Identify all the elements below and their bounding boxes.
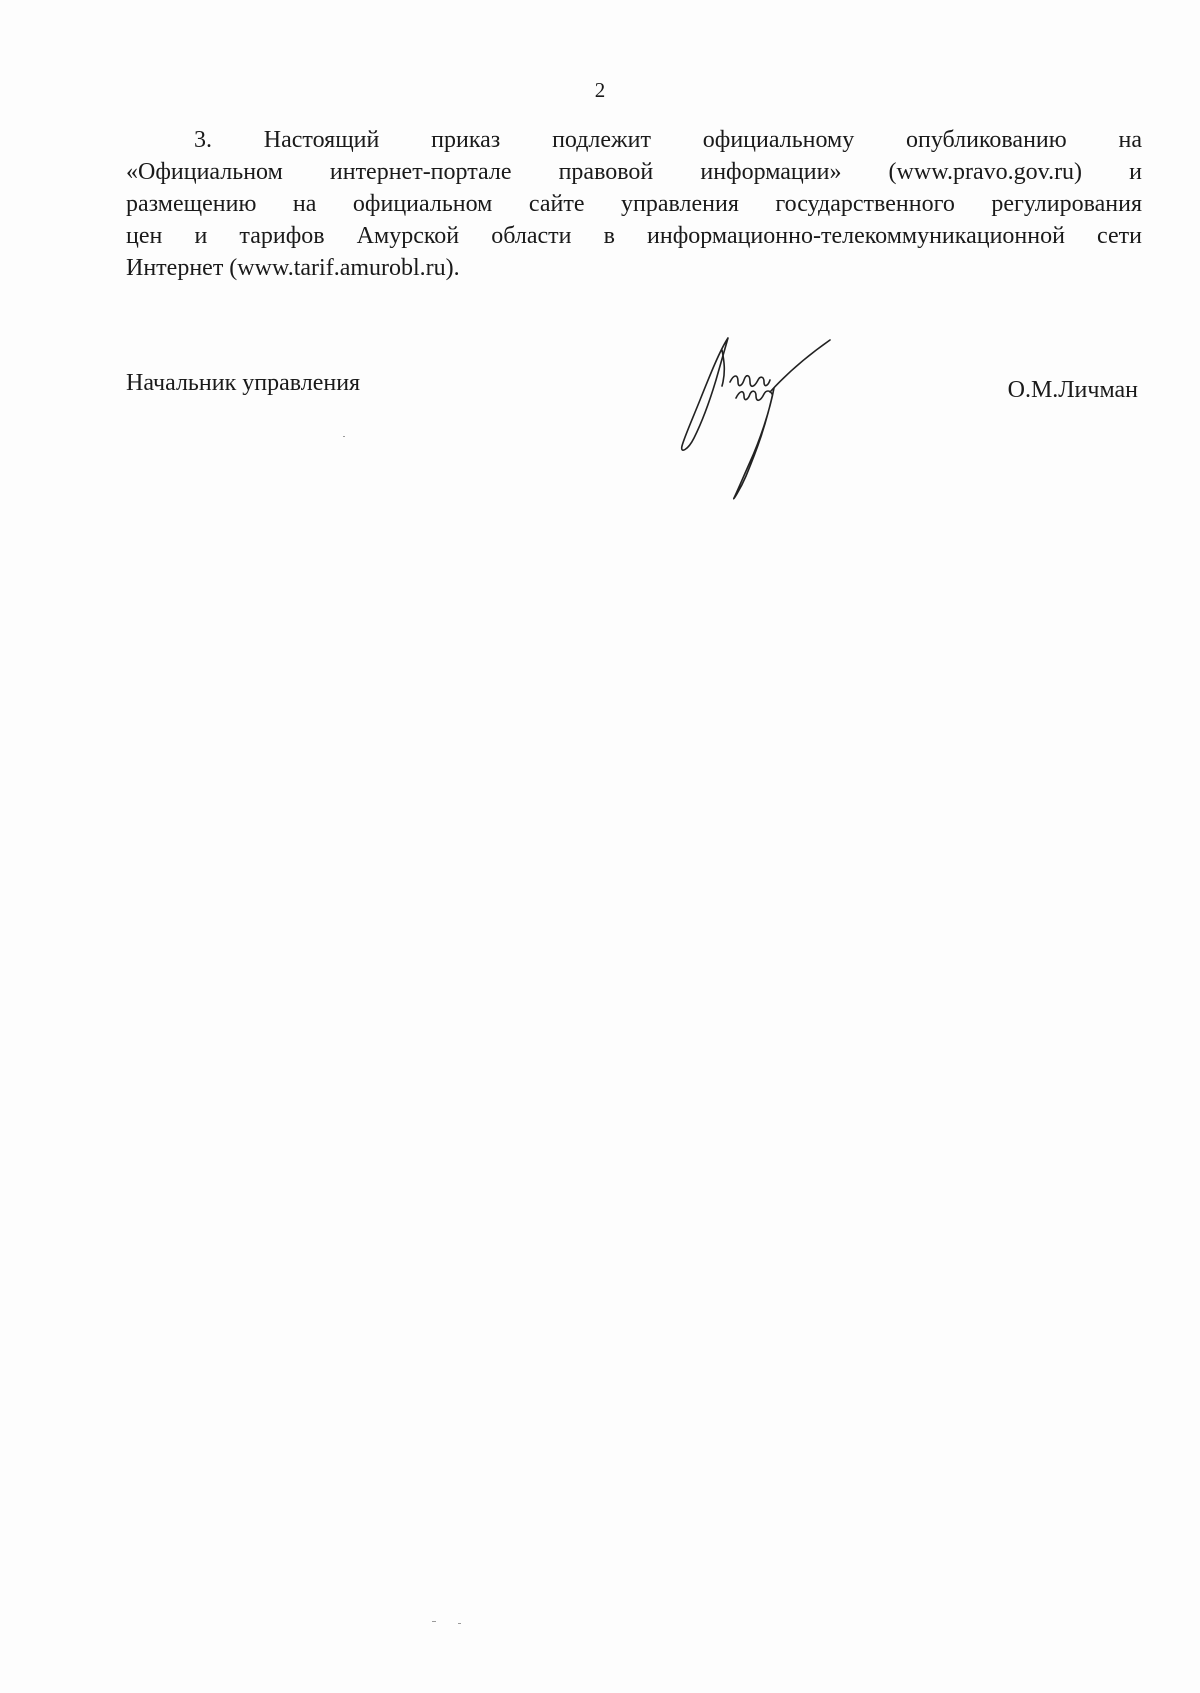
handwritten-signature [670,330,850,500]
paragraph-line: «Официальном интернет-портале правовой информации» (www.pravo.gov.ru) и [126,159,1142,185]
page-number: 2 [594,78,606,102]
paragraph-line: 3. Настоящий приказ подлежит официальному опубликованию на [194,127,1142,153]
scan-artifact [432,1621,436,1622]
scan-artifact [458,1623,461,1624]
signer-name: О.М.Личман [1007,377,1138,403]
paragraph-line: цен и тарифов Амурской области в информационно-телекоммуникационной сети [126,223,1142,249]
paragraph-line: Интернет (www.tarif.amurobl.ru). [126,255,460,281]
signer-position-title: Начальник управления [126,370,361,396]
paragraph-line: размещению на официальном сайте управления государственного регулирования [126,191,1142,217]
order-paragraph-3 [126,124,1142,284]
scan-artifact [343,436,345,437]
